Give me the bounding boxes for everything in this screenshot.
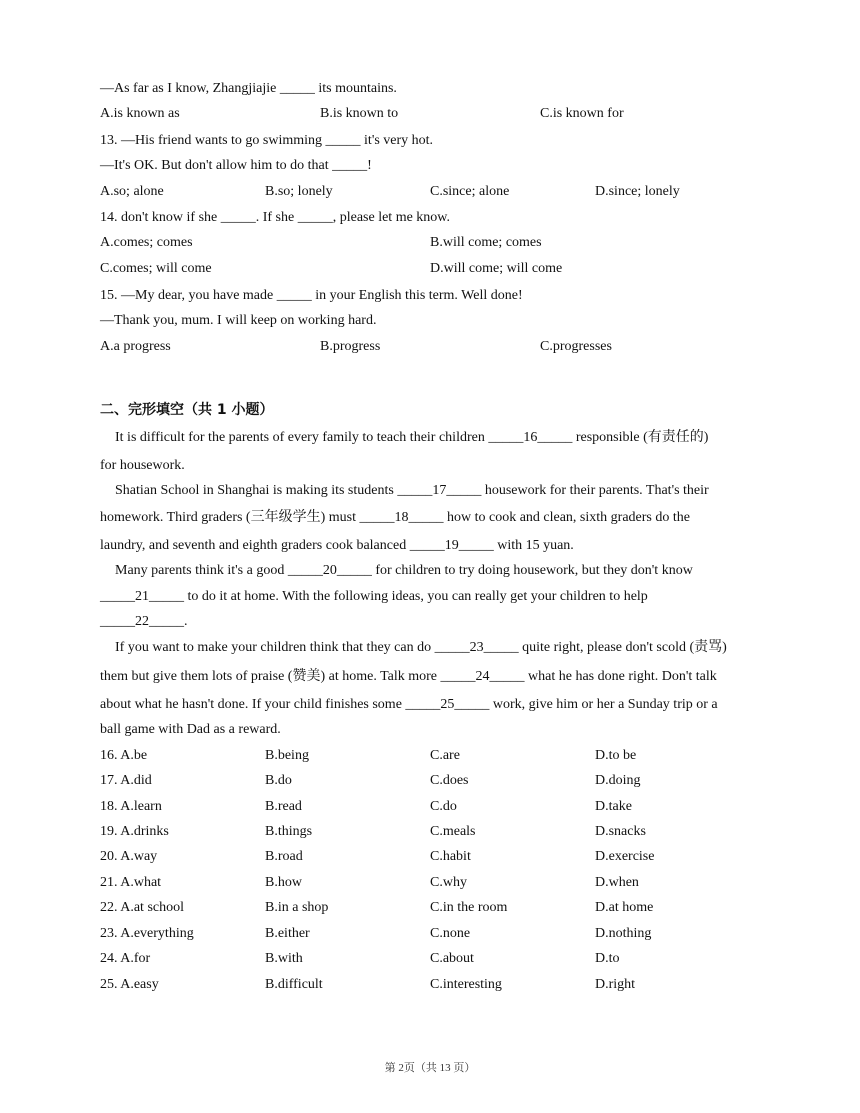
answer-18-d: D.take — [595, 799, 632, 814]
q15-option-a: A.a progress — [100, 339, 171, 354]
passage-line: _____22_____. — [100, 614, 188, 629]
question-15-stem: 15. —My dear, you have made _____ in your English this term. Well done! — [100, 288, 523, 303]
answer-22-d: D.at home — [595, 900, 654, 915]
q12-option-c: C.is known for — [540, 106, 624, 121]
q14-option-b: B.will come; comes — [430, 235, 542, 250]
answer-24-b: B.with — [265, 951, 303, 966]
answer-23-c: C.none — [430, 926, 471, 941]
answer-21-c: C.why — [430, 875, 467, 890]
q14-option-a: A.comes; comes — [100, 235, 193, 250]
question-13-reply: —It's OK. But don't allow him to do that _____! — [100, 158, 372, 173]
answer-25-c: C.interesting — [430, 977, 502, 992]
q13-option-b: B.so; lonely — [265, 184, 333, 199]
passage-line: _____21_____ to do it at home. With the following ideas, you can really get your children to help — [100, 589, 648, 604]
question-13-stem: 13. —His friend wants to go swimming _____ it's very hot. — [100, 133, 434, 148]
q12-option-b: B.is known to — [320, 106, 399, 121]
answer-24-c: C.about — [430, 951, 474, 966]
answer-25-b: B.difficult — [265, 977, 323, 992]
answer-18-b: B.read — [265, 799, 302, 814]
answer-25-d: D.right — [595, 977, 636, 992]
q15-option-c: C.progresses — [540, 339, 612, 354]
answer-16-c: C.are — [430, 748, 460, 763]
question-14-stem: 14. don't know if she _____. If she _____, please let me know. — [100, 210, 450, 225]
answer-18-c: C.do — [430, 799, 457, 814]
answer-23-d: D.nothing — [595, 926, 652, 941]
answer-19-c: C.meals — [430, 824, 476, 839]
passage-line: for housework. — [100, 458, 185, 473]
passage-line: If you want to make your children think that they can do _____23_____ quite right, please don't scold (责骂) — [115, 640, 727, 655]
answer-20-a: 20. A.way — [100, 849, 158, 864]
answer-16-a: 16. A.be — [100, 748, 148, 763]
answer-19-a: 19. A.drinks — [100, 824, 169, 839]
q13-option-c: C.since; alone — [430, 184, 510, 199]
answer-22-c: C.in the room — [430, 900, 508, 915]
answer-25-a: 25. A.easy — [100, 977, 159, 992]
q13-option-a: A.so; alone — [100, 184, 164, 199]
question-12-reply: —As far as I know, Zhangjiajie _____ its mountains. — [100, 81, 397, 96]
q14-option-c: C.comes; will come — [100, 261, 212, 276]
answer-17-a: 17. A.did — [100, 773, 152, 788]
answer-20-b: B.road — [265, 849, 303, 864]
section-heading: 二、完形填空（共 1 小题） — [100, 402, 274, 418]
passage-line: about what he hasn't done. If your child finishes some _____25_____ work, give him or her a Sunday trip or a — [100, 697, 718, 712]
answer-17-b: B.do — [265, 773, 292, 788]
q14-option-d: D.will come; will come — [430, 261, 563, 276]
answer-21-a: 21. A.what — [100, 875, 162, 890]
page-footer: 第 2页（共 13 页） — [384, 1062, 476, 1074]
answer-22-b: B.in a shop — [265, 900, 329, 915]
answer-24-a: 24. A.for — [100, 951, 151, 966]
answer-23-a: 23. A.everything — [100, 926, 194, 941]
q15-option-b: B.progress — [320, 339, 381, 354]
question-15-reply: —Thank you, mum. I will keep on working hard. — [100, 313, 377, 328]
answer-22-a: 22. A.at school — [100, 900, 184, 915]
q13-option-d: D.since; lonely — [595, 184, 680, 199]
passage-line: It is difficult for the parents of every family to teach their children _____16_____ responsible (有责任的) — [115, 430, 709, 445]
answer-19-b: B.things — [265, 824, 313, 839]
passage-line: ball game with Dad as a reward. — [100, 722, 281, 737]
answer-18-a: 18. A.learn — [100, 799, 162, 814]
passage-line: Many parents think it's a good _____20_____ for children to try doing housework, but they don't know — [115, 563, 693, 578]
answer-24-d: D.to — [595, 951, 620, 966]
answer-23-b: B.either — [265, 926, 310, 941]
q12-option-a: A.is known as — [100, 106, 180, 121]
answer-17-c: C.does — [430, 773, 469, 788]
passage-line: homework. Third graders (三年级学生) must _____18_____ how to cook and clean, sixth graders do the — [100, 510, 690, 525]
answer-21-b: B.how — [265, 875, 302, 890]
passage-line: them but give them lots of praise (赞美) at home. Talk more _____24_____ what he has done right. Don't talk — [100, 669, 717, 684]
answer-21-d: D.when — [595, 875, 639, 890]
answer-16-d: D.to be — [595, 748, 637, 763]
answer-16-b: B.being — [265, 748, 309, 763]
answer-19-d: D.snacks — [595, 824, 646, 839]
answer-20-c: C.habit — [430, 849, 471, 864]
answer-17-d: D.doing — [595, 773, 641, 788]
answer-20-d: D.exercise — [595, 849, 655, 864]
passage-line: laundry, and seventh and eighth graders cook balanced _____19_____ with 15 yuan. — [100, 538, 574, 553]
passage-line: Shatian School in Shanghai is making its students _____17_____ housework for their parents. That's their — [115, 483, 709, 498]
